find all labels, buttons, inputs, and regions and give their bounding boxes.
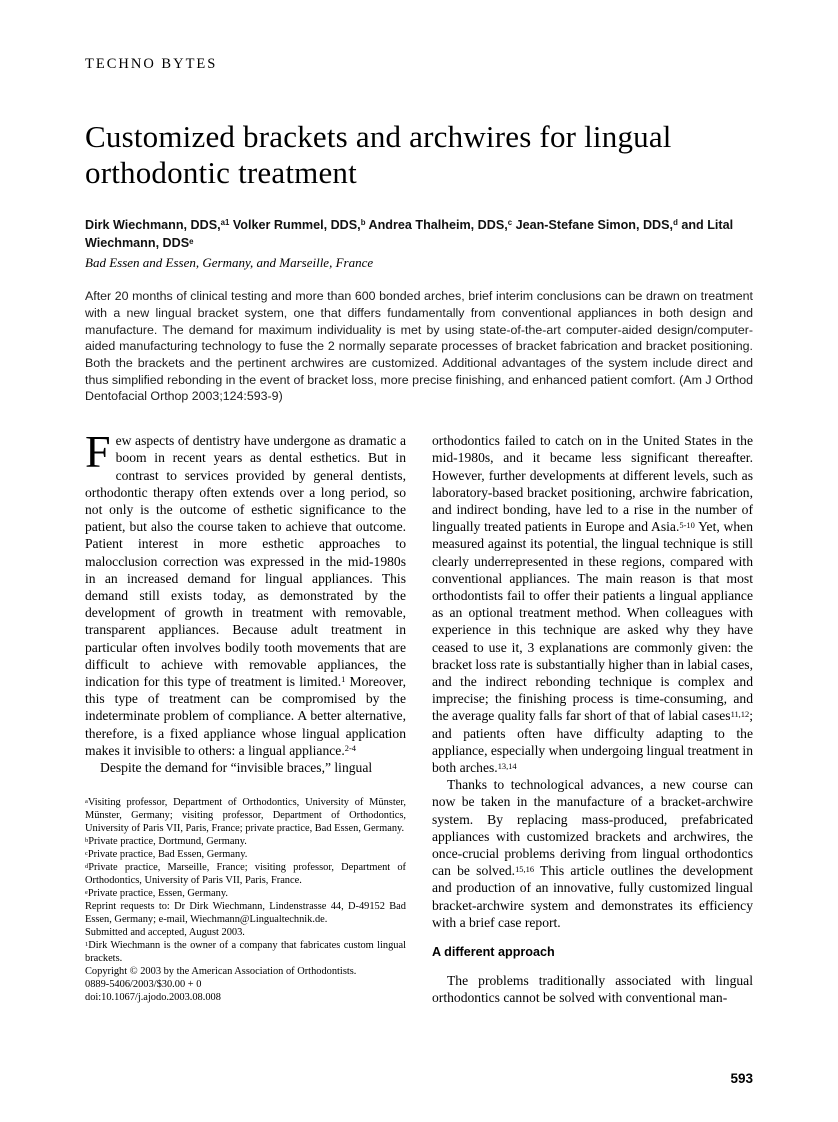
affiliation-line: Bad Essen and Essen, Germany, and Marseille, France bbox=[85, 255, 374, 271]
footnote-b: $^b$Private practice, Dortmund, Germany. bbox=[85, 836, 247, 848]
footnote-copyright: Copyright © 2003 by the American Association of Orthodontists. bbox=[85, 966, 357, 978]
right-column bbox=[432, 432, 753, 1007]
drop-cap: F bbox=[85, 426, 111, 478]
article-title: Customized brackets and archwires for lingual orthodontic treatment bbox=[85, 119, 672, 191]
author-line: Dirk Wiechmann, DDS,$^{a1}$ Volker Rummel, DDS,$^b$ Andrea Thalheim, DDS,$^c$ Jean-Stefane Simon, DDS,$^d$ and Lital Wiechmann, DDS$^e$ bbox=[85, 217, 734, 250]
left-column bbox=[85, 426, 406, 1007]
paragraph-text: ew aspects of dentistry have undergone as dramatic a boom in recent years as dental esthetics. But in contrast to services provided by general dentists, orthodontic therapy often extends over a long period, so not only is the outcome of esthetic significance to the patient, but also the course taken to achieve that outcome. Patient interest in more esthetic approaches to malocclusion correction was expressed in the mid-1980s in an increased demand for lingual appliances. This demand still exists today, as demonstrated by the development of growth in treatment with removable, transparent appliances. Because adult treatment in particular often involves bodily tooth movements that are difficult to achieve with removable appliances, the indication for this type of treatment is limited.$^1$ Moreover, this type of treatment can be compromised by the indeterminate problem of compliance. A better alternative, therefore, is a fixed appliance whose lingual application makes it invisible to others: a lingual appliance.$^{2-4}$ bbox=[85, 433, 406, 758]
footnote-c: $^c$Private practice, Bad Essen, Germany. bbox=[85, 849, 248, 861]
footnote-issn: 0889-5406/2003/$30.00 + 0 bbox=[85, 979, 202, 991]
page-number: 593 bbox=[730, 1071, 753, 1086]
body-paragraph-4: Thanks to technological advances, a new course can now be taken in the manufacture of a bracket-archwire system. By replacing mass-produced, prefabricated appliances with customized brackets and archwires, the once-crucial problems deriving from lingual orthodontics can be solved.$^{15,16}$ This article outlines the development and production of an innovative, fully customized lingual bracket-archwire system and demonstrates its efficiency with a brief case report. bbox=[432, 777, 753, 930]
footnote-reprint: Reprint requests to: Dr Dirk Wiechmann, Lindenstrasse 44, D-49152 Bad Essen, Germany; e-mail, Wiechmann@Lingualtechnik.de. bbox=[85, 901, 406, 926]
footnote-doi: doi:10.1067/j.ajodo.2003.08.008 bbox=[85, 992, 221, 1004]
body-paragraph-2: Despite the demand for “invisible braces,” lingual bbox=[100, 760, 373, 776]
body-paragraph-5: The problems traditionally associated with lingual orthodontics cannot be solved with conventional man- bbox=[432, 973, 753, 1006]
abstract: After 20 months of clinical testing and more than 600 bonded arches, brief interim conclusions can be drawn on treatment with a new lingual bracket system, one that differs fundamentally from conventional appliances in both design and manufacture. The demand for maximum individuality is met by using state-of-the-art computer-aided design/computer-aided manufacturing technology to fuse the 2 normally separate processes of bracket fabrication and bracket positioning. Both the brackets and the pertinent archwires are customized. Additional advantages of the system include direct and thus simplified rebonding in the event of bracket loss, more precise finishing, and enhanced patient comfort. (Am J Orthod Dentofacial Orthop 2003;124:593-9) bbox=[85, 289, 753, 404]
body-columns bbox=[85, 426, 754, 1007]
footnote-d: $^d$Private practice, Marseille, France; visiting professor, Department of Orthodontics, University of Paris VII, Paris, France. bbox=[85, 862, 406, 887]
section-heading: A different approach bbox=[432, 945, 555, 960]
body-paragraph-1 bbox=[85, 426, 406, 759]
footnote-submitted: Submitted and accepted, August 2003. bbox=[85, 927, 245, 939]
footnotes-block bbox=[85, 796, 406, 1004]
footnote-a: $^a$Visiting professor, Department of Orthodontics, University of Münster, Münster, Germany; visiting professor, Department of Orthodontics, University of Paris VII, Paris, France; private practice, Bad Essen, Germany. bbox=[85, 797, 406, 835]
body-paragraph-3: orthodontics failed to catch on in the United States in the mid-1980s, and it became less significant thereafter. However, further developments at different levels, such as laboratory-based bracket positioning, archwire fabrication, and indirect bonding, have led to a rise in the number of lingually treated patients in Europe and Asia.$^{5-10}$ Yet, when measured against its potential, the lingual technique is still clearly underrepresented in these regions, compared with conventional appliances. The main reason is that most orthodontists fail to offer their patients a lingual appliance as an optional treatment method. When colleagues with experience in this technique are asked why they have ceased to use it, 3 explanations are commonly given: the bracket loss rate is substantially higher than in labial cases, and the indirect rebonding technique is complex and imprecise; the finishing process is time-consuming, and the average quality falls far short of that of labial cases$^{11,12}$; and patients often have difficulty adapting to the appliance, especially when undergoing lingual treatment in both arches.$^{13,14}$ bbox=[432, 433, 754, 776]
footnote-disclosure: $^1$Dirk Wiechmann is the owner of a company that fabricates custom lingual brackets. bbox=[85, 940, 406, 965]
section-label: TECHNO BYTES bbox=[85, 56, 218, 72]
footnote-e: $^e$Private practice, Essen, Germany. bbox=[85, 888, 228, 900]
